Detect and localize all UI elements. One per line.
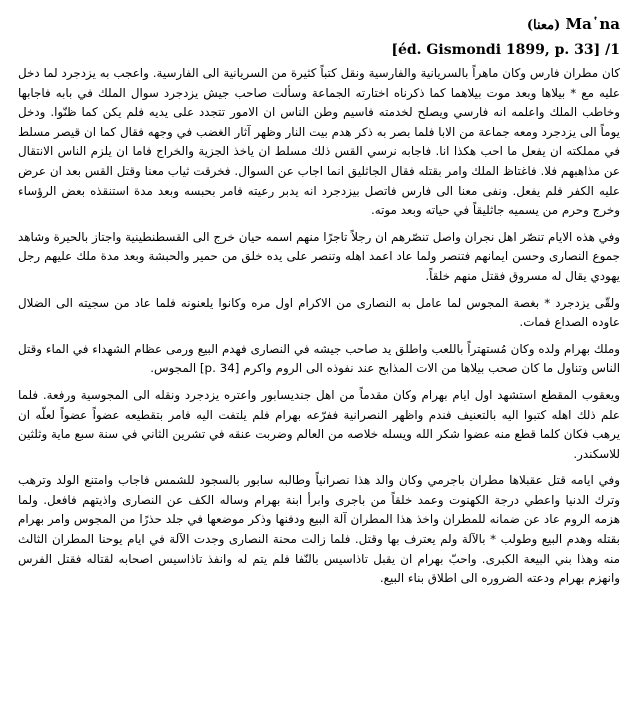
source-reference-line: [18, 41, 620, 60]
paragraph-3: ولقّى يزدجرد * بغصة المجوس لما عامل به النصارى من الاكرام اول مره وكانوا يلعنونه فلما عاد من سجيته الى الضلال عاوده الصداع فمات.: [18, 295, 620, 330]
page-marker: [p. 34]: [199, 361, 240, 376]
paragraph-4-text: وملك بهرام ولده وكان مُستهتراً باللعب واطلق يد صاحب جيشه في النصارى فهدم البيع ورمى عظام الشهداء في الماء وقتل الناس وتناول ما كان صحب بيلاها من الات المذابح عند نفوذه الى الروم واكرم: [18, 341, 620, 376]
paragraph-1: كان مطران فارس وكان ماهراً بالسريانية والفارسية ونقل كتباً كثيرة من السريانية الى الفارسية. واعجب به يزدجرد لما دخل عليه مع * بيلاها وبعد موت بيلاهما كما ذكرناه اختارته الجماعة وسألت صاحب جيش يزدجرد سوال الملك في بابه فاجابها وخاطب الملك واعلمه انه فارسي ويصلح لخدمته فاسيم وطن الناس ان الامور تتجدد على يديه فلم يكن كما ظنّوا. ودخل يوماً الى يزدجرد ومعه جماعة من الابا فلما بصر به ذكر هدم بيت النار وظهر آثار الغضب في وجهه فقال كما ان قيصر مسلط في مملكته ان يفعل ما احب هكذا انا. فاجابه نرسي القس ذلك مسلط ان ياخذ الجزية والخراج فاما ان يلزم الناس الانتقال عن مذاهبهم فلا. فاغتاظ الملك وامر بقتله فقال الجاثليق انما اجاب عن السوال. فخرقت ثياب معنا وقتل القس بعد ان عرض عليه الكفر فلم يفعل. ونفى معنا الى فارس فاتصل بيزدجرد انه يدبر رعيته فامر بحبسه وبعد مدة استنقذه بعض الرؤساء وخرج وحرم من يسميه جاثليقاً في حياته وبعد موته.: [18, 66, 620, 218]
paragraph-2: وفي هذه الايام تنصّر اهل نجران واصل تنصّرهم ان رجلاً تاجرًا منهم اسمه حيان خرج الى القسطنطينية واجتاز بالحيرة وشاهد جموع النصارى وحسن ايمانهم فتنصر ولما عاد اعمد اهله وتنصر على يده خلق من حمير والحبشة وبعد مدة ملك عليهم رجل يهودي يقال له مسروق فقتل منهم خلقاً.: [18, 229, 620, 283]
section-number: /1: [605, 42, 620, 58]
paragraph-4: [18, 340, 620, 379]
paragraph-5: ويعقوب المقطع استشهد اول ايام بهرام وكان مقدماً من اهل جنديسابور واعتره يزدجرد ونقله الى المجوسية ورفعة. فلما علم ذلك اهله كتبوا اليه بالتعنيف فندم واظهر النصرانية ففرّعه بهرام فلم يلتفت اليه فامر بتقطيعه عضواً عضواً لعلّه ان يرهب فكان كلما قطع منه عضوا شكر الله ويسله خلاصه من العالم وضربت عنقه في تشرين الثاني في سنة سبع ماية وثلثين للاسكندر.: [18, 387, 620, 461]
entry-heading-latin: Ma῾na: [565, 15, 620, 33]
paragraph-6: وفي ايامه قتل عقبلاها مطران باجرمي وكان والد هذا نصرانياً وطالبه سابور بالسجود للشمس فاجاب وامتنع الولد وترهب وترك الدنيا واعطي درجة الكهنوت وعمد خلقاً من باجرى وابرأ ابنة بهرام وساله الكف عن النصارى واذيتهم فافعل. ولما هزمه الروم عاد عن ضمانه للمطران واخذ هذا المطران آلة البيع ودفنها وذكر موضعها في جلد حذرًا من المجوس وامر بهرام بقتله وهدم البيع وطولب * بالآلة ولم يعترف بها وقتل. فلما زالت محنة النصارى وجدت الآلة في ايام يوحنا المطران الثالث منه وهذا بني البيعة الكبرى. واحبّ بهرام ان يقبل تاذاسيس بالنّفا فلم يتم له وانفذ تاذاسيس اصحابه لقتاله فقتل الفرس وانهزم بهرام ودعته الضروره الى اطلاق بناء البيع.: [18, 473, 620, 586]
entry-heading: [18, 14, 620, 36]
paragraph-4-end: المجوس.: [150, 361, 197, 376]
source-reference: [éd. Gismondi 1899, p. 33]: [391, 42, 601, 58]
entry-heading-arabic: (معنا): [526, 18, 561, 33]
